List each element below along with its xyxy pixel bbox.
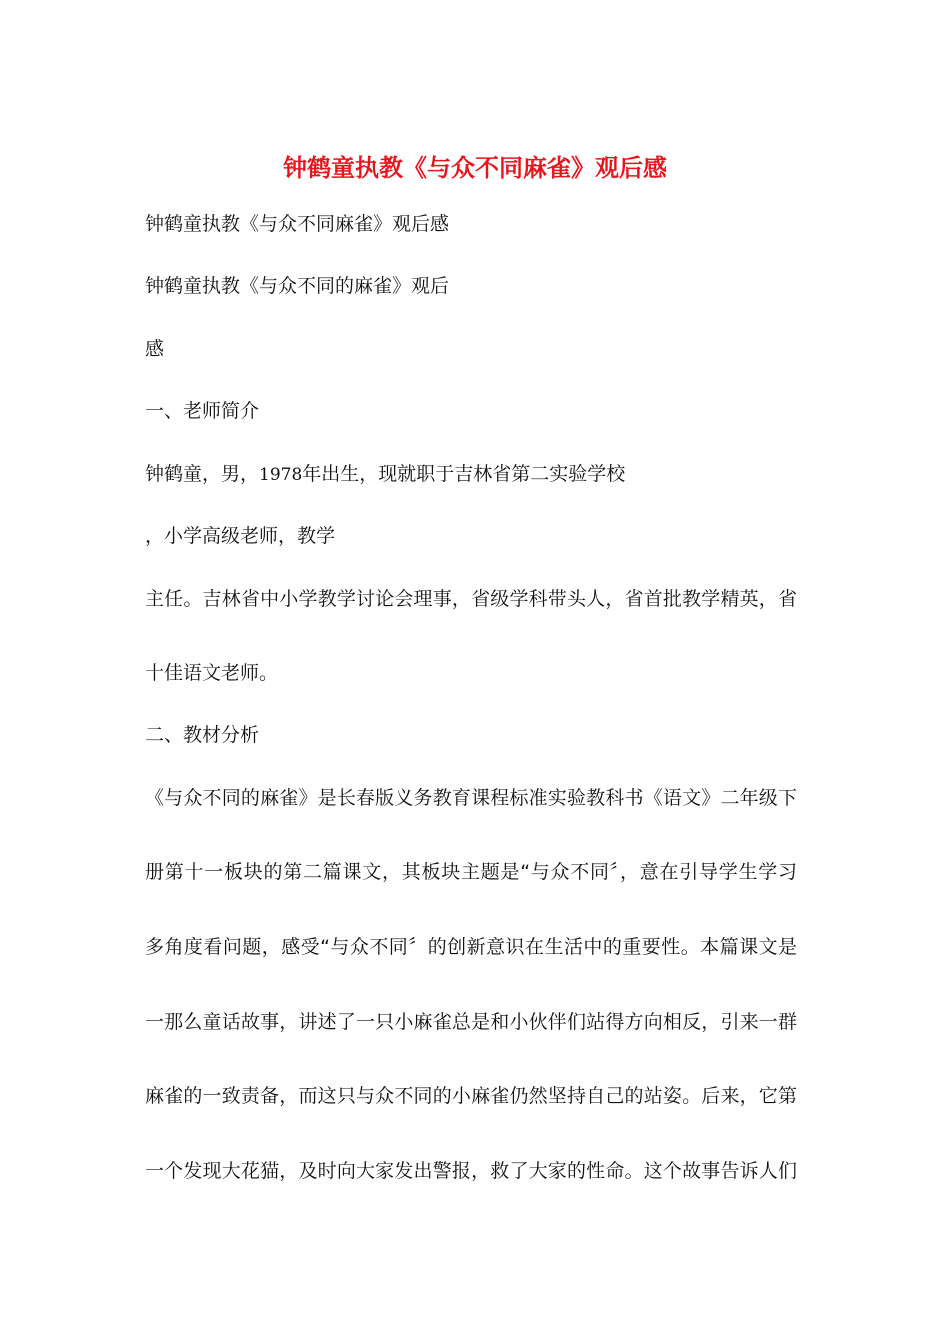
paragraph-line: 十佳语文老师。 <box>145 662 279 684</box>
text-fragment: 年出生，现就职于吉林省第二实验学校 <box>302 463 626 485</box>
paragraph-line: 多角度看问题，感受“与众不同〞的创新意识在生活中的重要性。本篇课文是 <box>145 936 797 958</box>
section-heading-teacher: 一、老师简介 <box>145 400 260 422</box>
section-heading-materials: 二、教材分析 <box>145 724 260 746</box>
paragraph-line: 主任。吉林省中小学教学讨论会理事，省级学科带头人，省首批教学精英，省 <box>145 588 797 610</box>
paragraph-line: ，小学高级老师，教学 <box>145 525 336 547</box>
text-fragment: 钟鹤童，男， <box>145 463 260 485</box>
paragraph-line: 一那么童话故事，讲述了一只小麻雀总是和小伙伴们站得方向相反，引来一群 <box>145 1011 797 1033</box>
subtitle-line: 钟鹤童执教《与众不同麻雀》观后感 <box>145 213 450 235</box>
subtitle-line-3: 感 <box>145 338 165 360</box>
subtitle-line-2: 钟鹤童执教《与众不同的麻雀》观后 <box>145 275 450 297</box>
paragraph-line: 一个发现大花猫，及时向大家发出警报，救了大家的性命。这个故事告诉人们 <box>145 1160 797 1182</box>
paragraph-line: 麻雀的一致责备，而这只与众不同的小麻雀仍然坚持自己的站姿。后来，它第 <box>145 1085 797 1107</box>
document-title: 钟鹤童执教《与众不同麻雀》观后感 <box>283 153 667 182</box>
paragraph-line: 《与众不同的麻雀》是长春版义务教育课程标准实验教科书《语文》二年级下 <box>145 787 797 809</box>
birth-year: 1978 <box>259 465 303 485</box>
paragraph-line: 册第十一板块的第二篇课文，其板块主题是“与众不同〞，意在引导学生学习 <box>145 861 797 883</box>
paragraph-line <box>145 460 625 489</box>
